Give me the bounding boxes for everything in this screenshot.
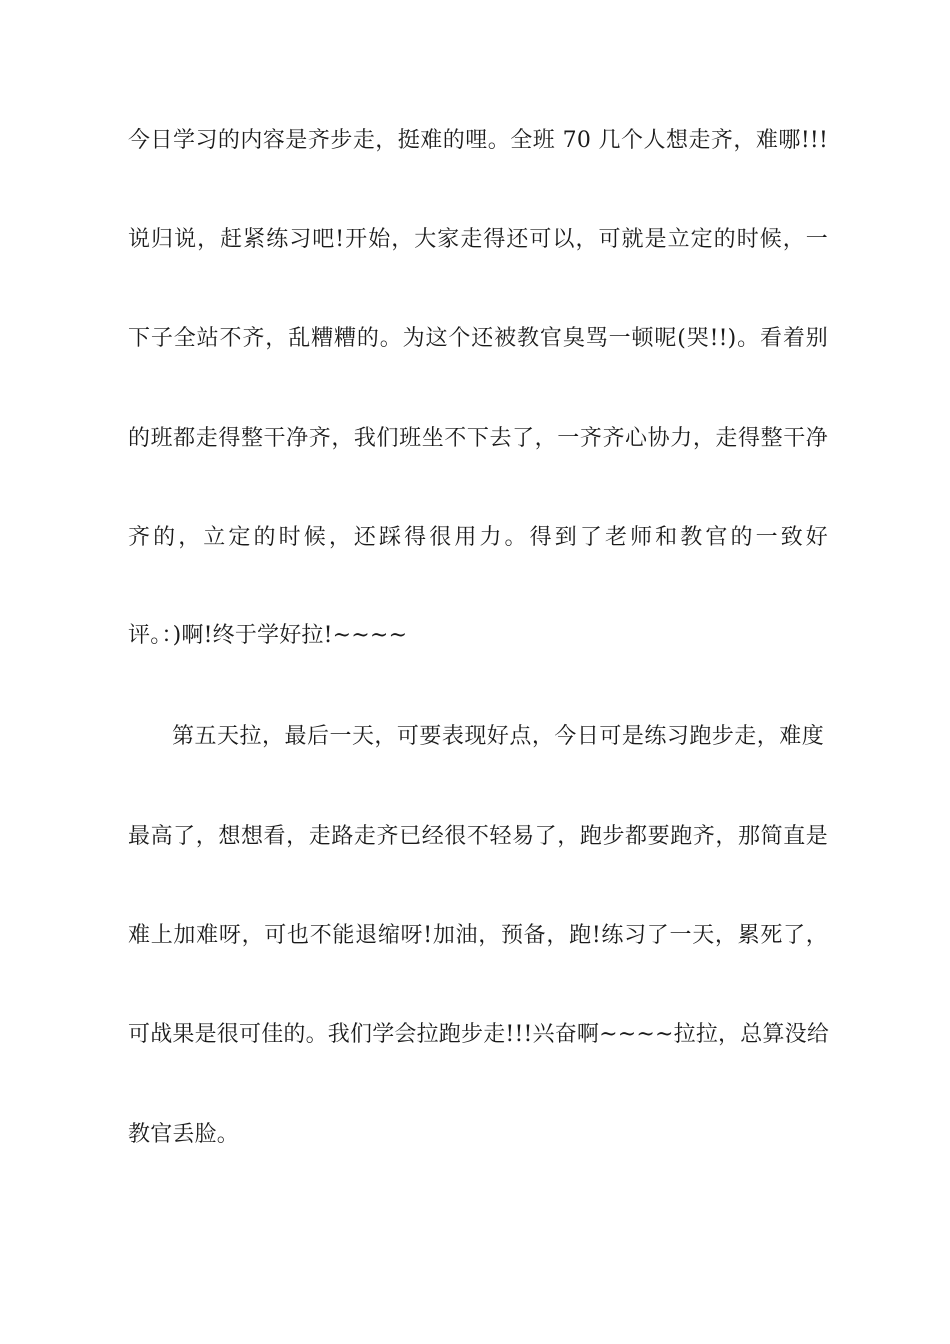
- paragraph-2-line-1: 第五天拉，最后一天，可要表现好点，今日可是练习跑步走，难度: [172, 724, 824, 749]
- paragraph-1-line-2: 说归说，赶紧练习吧!开始，大家走得还可以，可就是立定的时候，一: [128, 227, 828, 252]
- paragraph-1-line-6: 评。：)啊!终于学好拉!~~~~: [128, 623, 408, 648]
- paragraph-2-line-2: 最高了，想想看，走路走齐已经很不轻易了，跑步都要跑齐，那简直是: [128, 824, 828, 849]
- paragraph-2-line-4: 可战果是很可佳的。我们学会拉跑步走!!!兴奋啊~~~~拉拉，总算没给: [128, 1022, 830, 1047]
- paragraph-1-line-5: 齐的，立定的时候，还踩得很用力。得到了老师和教官的一致好: [128, 525, 828, 550]
- paragraph-2-line-5: 教官丢脸。: [128, 1122, 240, 1147]
- paragraph-2-line-3: 难上加难呀，可也不能退缩呀!加油，预备，跑!练习了一天，累死了，: [128, 923, 828, 948]
- paragraph-1-line-3: 下子全站不齐，乱糟糟的。为这个还被教官臭骂一顿呢(哭!!)。看着别: [128, 326, 828, 351]
- paragraph-1-line-1: 今日学习的内容是齐步走，挺难的哩。全班 70 几个人想走齐，难哪!!!: [128, 128, 828, 153]
- paragraph-1-line-4: 的班都走得整干净齐，我们班坐不下去了，一齐齐心协力，走得整干净: [128, 426, 828, 451]
